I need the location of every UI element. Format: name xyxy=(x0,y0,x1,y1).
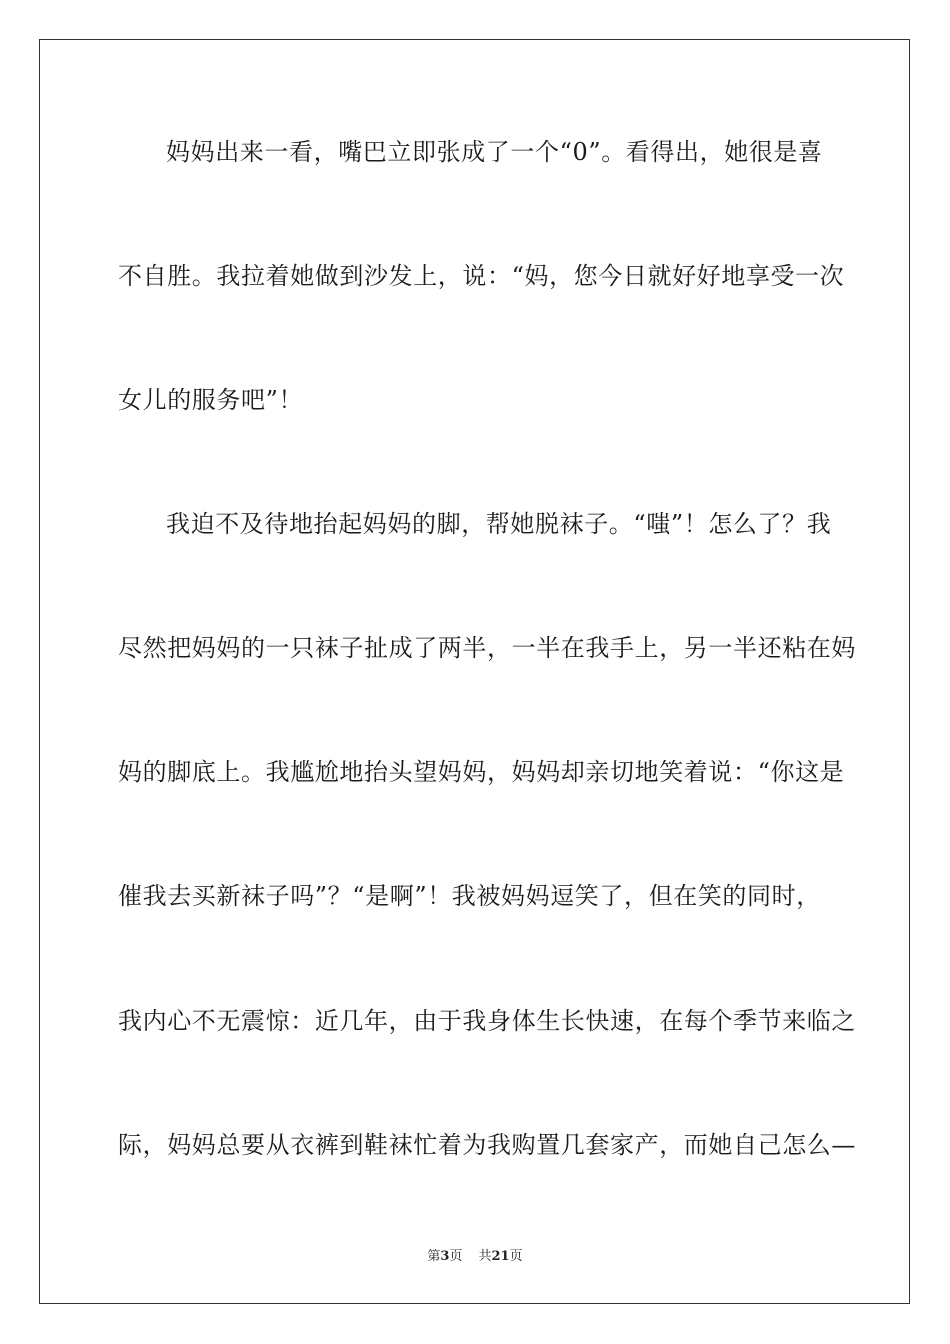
paragraph-2-line-5: 我内心不无震惊：近几年，由于我身体生长快速，在每个季节来临之 xyxy=(118,1007,856,1035)
total-pages-indicator: 共21页 xyxy=(478,1249,523,1264)
page-footer xyxy=(0,1248,950,1266)
paragraph-2-line-6: 际，妈妈总要从衣裤到鞋袜忙着为我购置几套家产，而她自己怎么— xyxy=(118,1131,856,1159)
paragraph-2-line-4: 催我去买新袜子吗”？“是啊”！我被妈妈逗笑了，但在笑的同时， xyxy=(118,882,821,910)
paragraph-2-line-2: 尽然把妈妈的一只袜子扯成了两半，一半在我手上，另一半还粘在妈 xyxy=(118,634,856,662)
paragraph-1-line-2: 不自胜。我拉着她做到沙发上，说：“妈，您今日就好好地享受一次 xyxy=(118,262,845,290)
paragraph-2-line-1: 我迫不及待地抬起妈妈的脚，帮她脱袜子。“嗤”！怎么了？我 xyxy=(166,510,832,538)
paragraph-2-line-3: 妈的脚底上。我尴尬地抬头望妈妈，妈妈却亲切地笑着说：“你这是 xyxy=(118,758,845,786)
total-page-count: 21 xyxy=(491,1249,510,1264)
page-indicator: 第3页 xyxy=(427,1249,463,1264)
current-page-number: 3 xyxy=(440,1249,450,1264)
paragraph-1-line-1: 妈妈出来一看，嘴巴立即张成了一个“0”。看得出，她很是喜 xyxy=(166,138,823,166)
paragraph-1-line-3: 女儿的服务吧”！ xyxy=(118,386,304,414)
page-border xyxy=(39,39,910,1304)
